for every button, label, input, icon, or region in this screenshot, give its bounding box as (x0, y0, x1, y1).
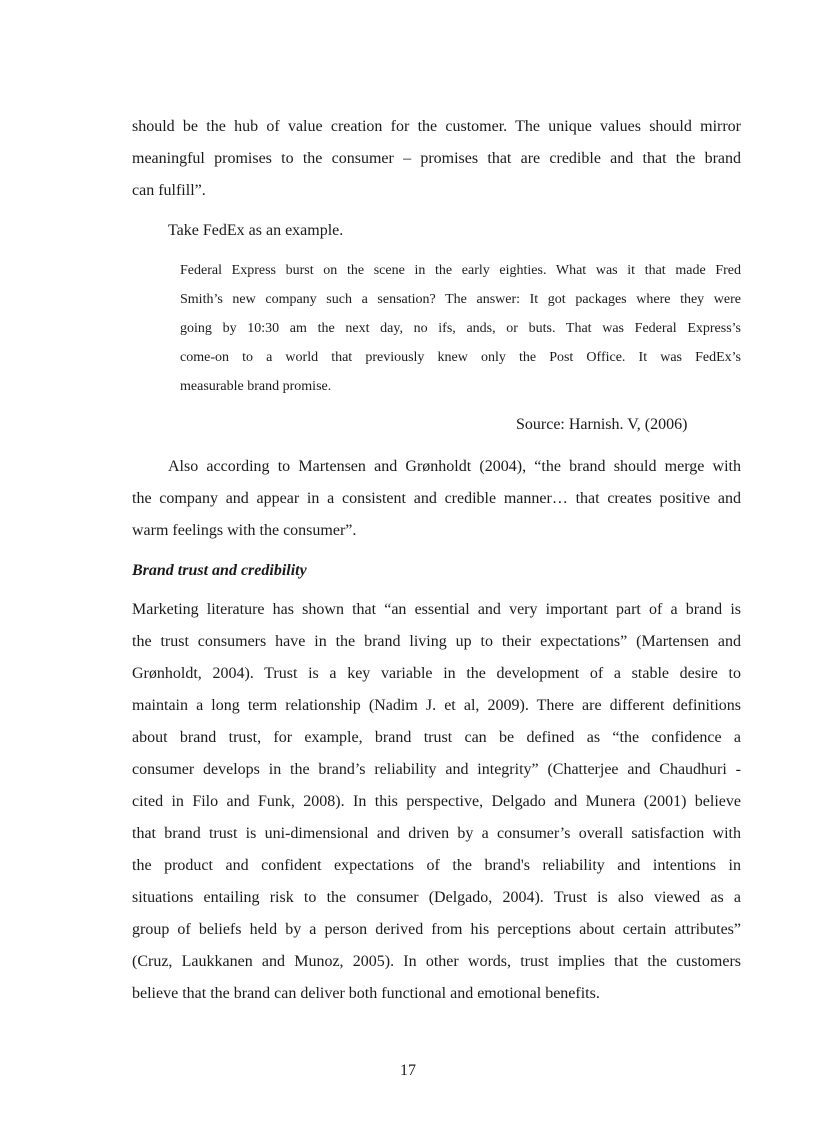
body-text-line: maintain a long term relationship (Nadim J. et al, 2009). There are different definitions (132, 697, 741, 714)
body-text-line: can fulfill”. (132, 182, 206, 199)
section-heading: Brand trust and credibility (132, 562, 307, 579)
body-text-line: group of beliefs held by a person derived from his perceptions about certain attributes” (132, 921, 741, 938)
body-text-line: the product and confident expectations of the brand's reliability and intentions in (132, 857, 741, 874)
body-text-line: meaningful promises to the consumer – promises that are credible and that the brand (132, 150, 741, 167)
body-text-line: situations entailing risk to the consumer (Delgado, 2004). Trust is also viewed as a (132, 889, 741, 906)
body-text-line: consumer develops in the brand’s reliability and integrity” (Chatterjee and Chaudhuri - (132, 761, 741, 778)
quote-source: Source: Harnish. V, (2006) (516, 416, 688, 433)
body-text-line: believe that the brand can deliver both functional and emotional benefits. (132, 985, 600, 1002)
body-text-line: Take FedEx as an example. (168, 222, 344, 239)
block-quote-line: measurable brand promise. (180, 379, 332, 394)
block-quote-line: going by 10:30 am the next day, no ifs, ands, or buts. That was Federal Express’s (180, 321, 741, 336)
body-text-line: should be the hub of value creation for the customer. The unique values should mirror (132, 118, 741, 135)
body-text-line: (Cruz, Laukkanen and Munoz, 2005). In other words, trust implies that the customers (132, 953, 741, 970)
page-number: 17 (400, 1062, 416, 1079)
block-quote-line: Smith’s new company such a sensation? The answer: It got packages where they were (180, 292, 741, 307)
body-text-line: Also according to Martensen and Grønholdt (2004), “the brand should merge with (168, 458, 741, 475)
body-text-line: cited in Filo and Funk, 2008). In this perspective, Delgado and Munera (2001) believe (132, 793, 741, 810)
body-text-line: the trust consumers have in the brand living up to their expectations” (Martensen and (132, 633, 741, 650)
block-quote-line: Federal Express burst on the scene in the early eighties. What was it that made Fred (180, 263, 741, 278)
body-text-line: Grønholdt, 2004). Trust is a key variable in the development of a stable desire to (132, 665, 741, 682)
body-text-line: the company and appear in a consistent and credible manner… that creates positive and (132, 490, 741, 507)
body-text-line: about brand trust, for example, brand trust can be defined as “the confidence a (132, 729, 741, 746)
body-text-line: warm feelings with the consumer”. (132, 522, 357, 539)
body-text-line: that brand trust is uni-dimensional and driven by a consumer’s overall satisfaction with (132, 825, 741, 842)
block-quote-line: come-on to a world that previously knew only the Post Office. It was FedEx’s (180, 350, 741, 365)
body-text-line: Marketing literature has shown that “an essential and very important part of a brand is (132, 601, 741, 618)
